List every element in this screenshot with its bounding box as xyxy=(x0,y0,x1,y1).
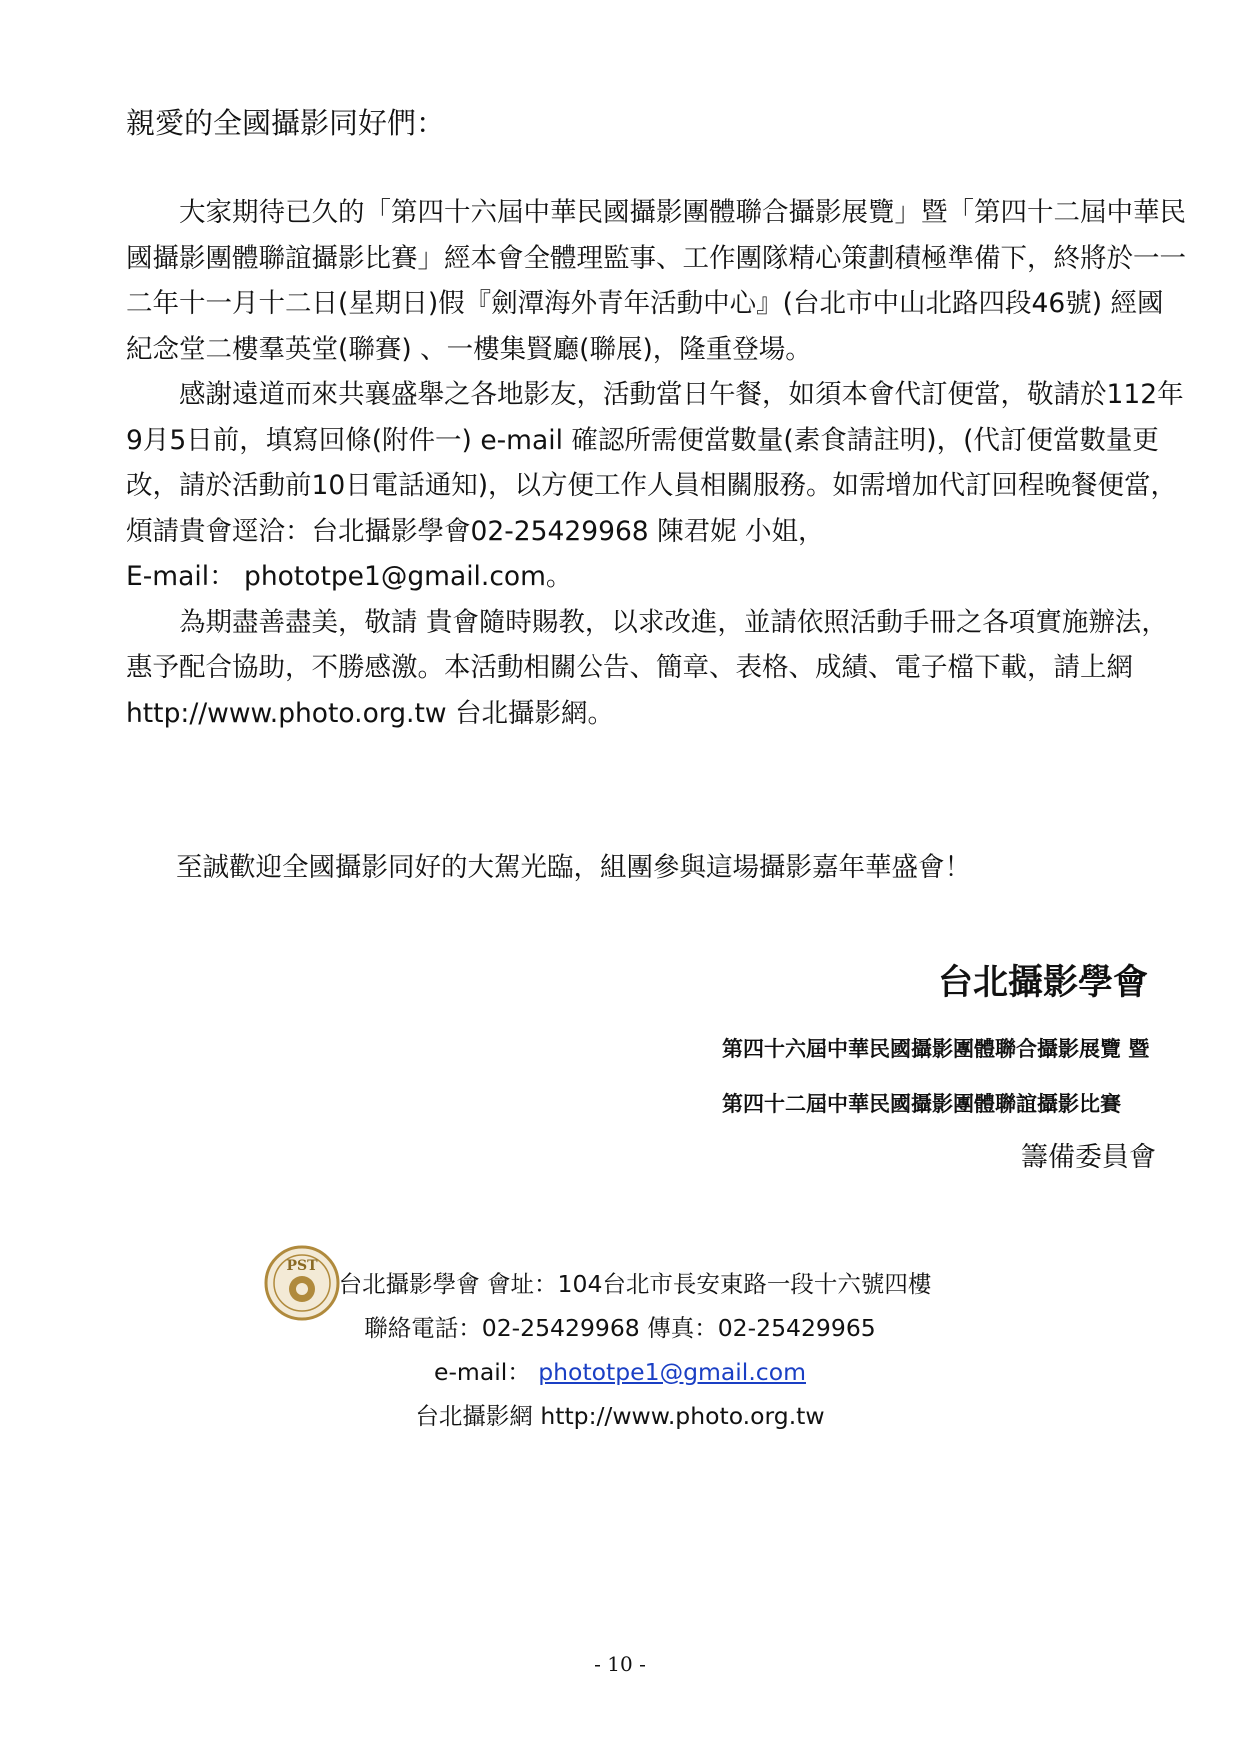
paragraph-email-contact: E-mail： phototpe1@gmail.com。 xyxy=(126,561,573,592)
footer-website: 台北攝影網 http://www.photo.org.tw xyxy=(415,1402,825,1430)
paragraph-closing-request: 為期盡善盡美，敬請 貴會隨時賜教，以求改進，並請依照活動手冊之各項實施辦法，惠予配合協助，不勝感激。本活動相關公告、簡章、表格、成績、電子檔下載，請上網http://www.photo.org.tw 台北攝影網。 xyxy=(126,606,1168,729)
signature-org-name: 台北攝影學會 xyxy=(937,963,1148,1003)
svg-text:PST: PST xyxy=(286,1258,318,1274)
footer-email-line xyxy=(0,1350,1240,1394)
footer-email-label: e-mail： xyxy=(433,1358,539,1386)
letter-body xyxy=(126,190,1186,736)
paragraph-lunch-info: 感謝遠道而來共襄盛舉之各地影友，活動當日午餐，如須本會代訂便當，敬請於112年9月5日前，填寫回條(附件一) e-mail 確認所需便當數量(素食請註明)，(代訂便當數量更改，請於活動前10日電話通知)，以方便工作人員相關服務。如需增加代訂回程晚餐便當，煩請貴會逕洽：台北攝影學會02-25429968 陳君妮 小姐， xyxy=(126,379,1184,547)
footer-address: 台北攝影學會 會址：104台北市長安東路一段十六號四樓 xyxy=(338,1270,932,1298)
signature-committee: 籌備委員會 xyxy=(1021,1142,1156,1173)
signature-event-line-2: 第四十二屆中華民國攝影團體聯誼攝影比賽 xyxy=(722,1092,1121,1116)
paragraph-event-announcement: 大家期待已久的「第四十六屆中華民國攝影團體聯合攝影展覽」暨「第四十二屆中華民國攝影團體聯誼攝影比賽」經本會全體理監事、工作團隊精心策劃積極準備下，終將於一一二年十一月十二日(星期日)假『劍潭海外青年活動中心』(台北市中山北路四段46號) 經國紀念堂二樓羣英堂(聯賽) 、一樓集賢廳(聯展)，隆重登場。 xyxy=(126,197,1186,365)
footer-phone-fax: 聯絡電話：02-25429968 傳真：02-25429965 xyxy=(364,1314,876,1342)
footer-email-link[interactable]: phototpe1@gmail.com xyxy=(538,1358,806,1386)
footer-contact xyxy=(0,1262,1240,1438)
greeting: 親愛的全國攝影同好們： xyxy=(126,106,446,140)
page-number: - 10 - xyxy=(594,1652,646,1676)
welcome-line: 至誠歡迎全國攝影同好的大駕光臨，組團參與這場攝影嘉年華盛會！ xyxy=(176,852,971,883)
signature-event-line-1: 第四十六屆中華民國攝影團體聯合攝影展覽 暨 xyxy=(722,1037,1150,1061)
